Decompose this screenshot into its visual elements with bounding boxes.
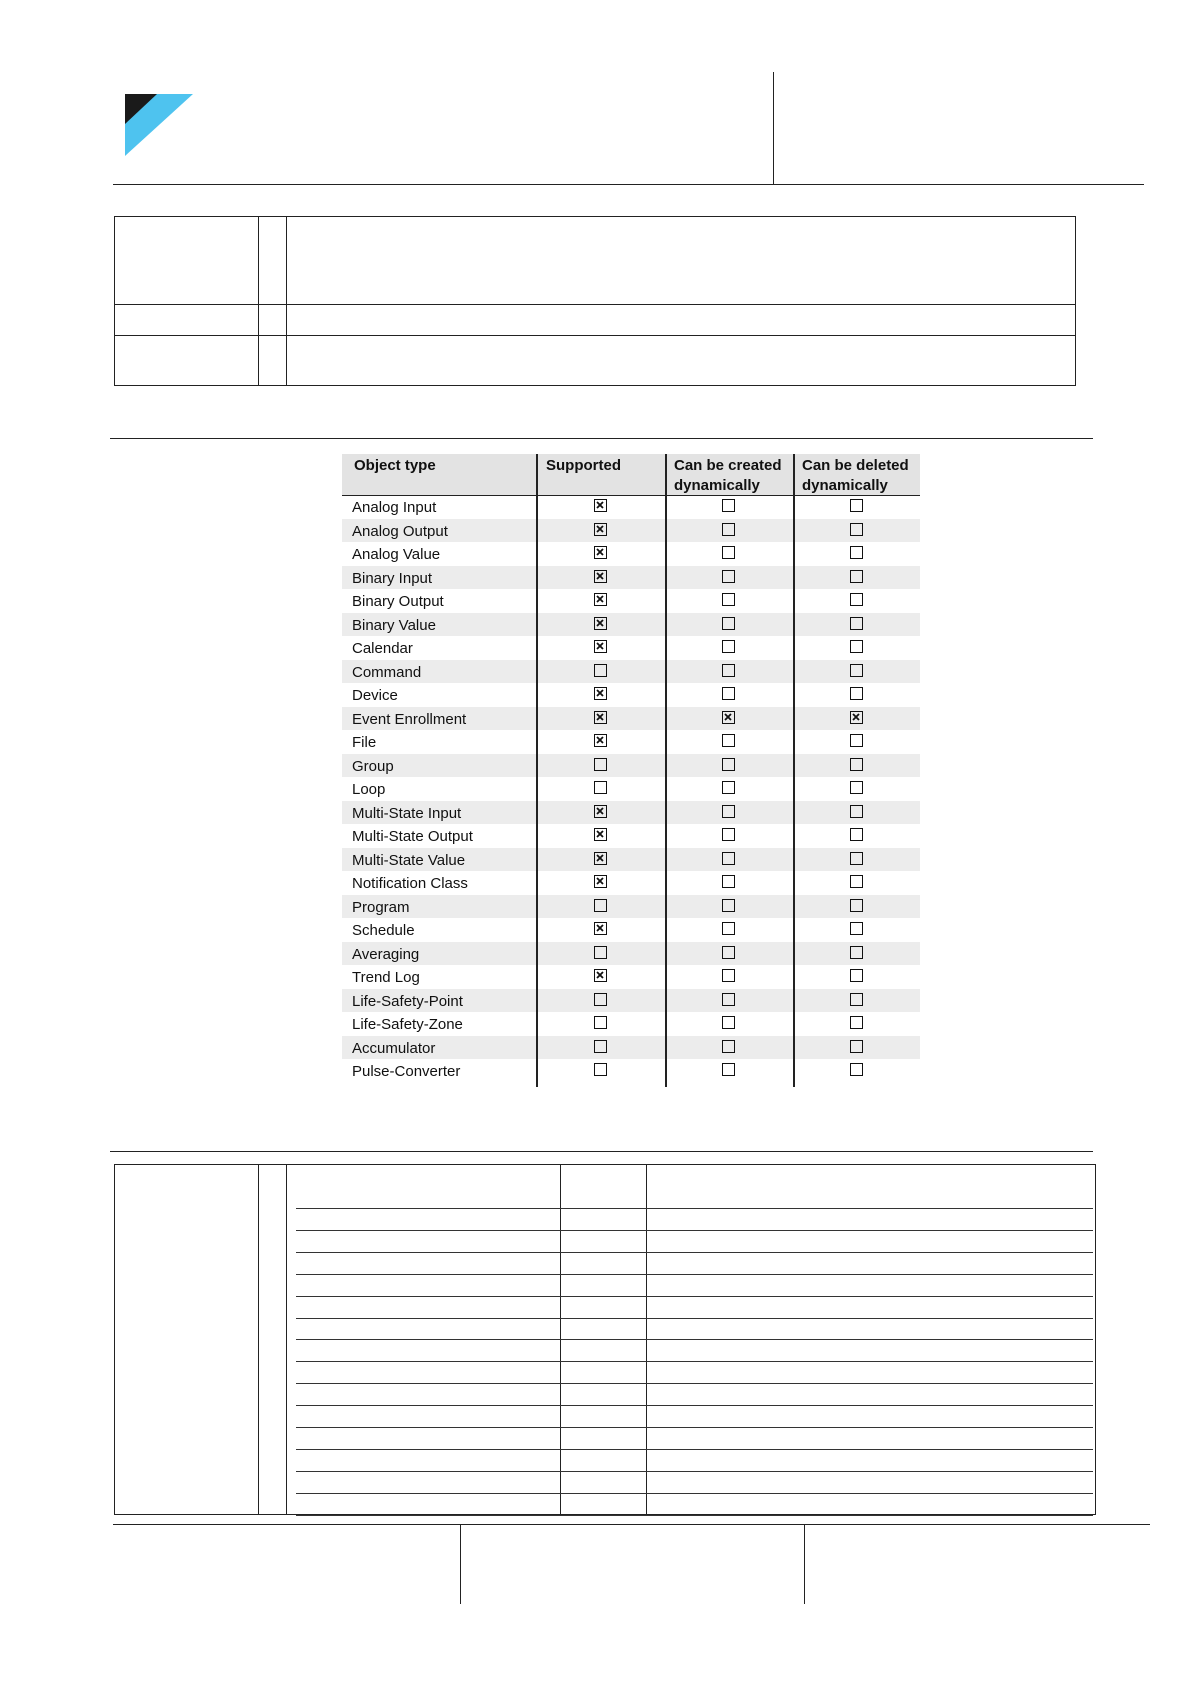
deleted-checkbox — [850, 546, 863, 559]
table-row — [342, 613, 920, 637]
deleted-checkbox — [850, 828, 863, 841]
supported-checkbox — [594, 828, 607, 841]
supported-checkbox — [594, 852, 607, 865]
object-type-name: Calendar — [352, 640, 413, 657]
object-type-name: Schedule — [352, 922, 415, 939]
object-type-name: Analog Input — [352, 499, 437, 516]
created-checkbox — [722, 993, 735, 1006]
supported-checkbox — [594, 593, 607, 606]
section-divider-2 — [110, 1151, 1093, 1152]
info-table-bottom-col1 — [258, 1164, 259, 1515]
created-checkbox — [722, 1040, 735, 1053]
header-can-be-deleted — [802, 456, 909, 496]
table-row — [342, 1059, 920, 1083]
deleted-checkbox — [850, 993, 863, 1006]
x-mark-icon — [595, 876, 605, 886]
column-separator-1 — [536, 454, 538, 1087]
object-type-name: Analog Value — [352, 546, 441, 563]
x-mark-icon — [595, 923, 605, 933]
deleted-checkbox — [850, 852, 863, 865]
table-body — [342, 495, 920, 1083]
header-divider-vertical — [773, 72, 774, 184]
table-row — [342, 636, 920, 660]
x-mark-icon — [595, 500, 605, 510]
header-divider-horizontal — [113, 184, 1144, 185]
column-separator-2 — [665, 454, 667, 1087]
table-row — [342, 989, 920, 1013]
inner-table-row-line — [296, 1361, 1093, 1362]
object-type-name: Device — [352, 687, 398, 704]
table-row — [342, 918, 920, 942]
inner-table-row-line — [296, 1318, 1093, 1319]
created-checkbox — [722, 570, 735, 583]
created-checkbox — [722, 852, 735, 865]
inner-table-row-line — [296, 1296, 1093, 1297]
supported-checkbox — [594, 758, 607, 771]
table-row — [342, 707, 920, 731]
supported-checkbox — [594, 546, 607, 559]
object-type-name: Notification Class — [352, 875, 468, 892]
x-mark-icon — [595, 594, 605, 604]
deleted-checkbox — [850, 734, 863, 747]
inner-table-row-line — [296, 1471, 1093, 1472]
deleted-checkbox — [850, 523, 863, 536]
deleted-checkbox — [850, 922, 863, 935]
brand-logo — [125, 94, 195, 156]
x-mark-icon — [595, 806, 605, 816]
object-type-name: Program — [352, 898, 410, 916]
object-type-name: Analog Output — [352, 522, 448, 540]
table-row — [342, 824, 920, 848]
created-checkbox — [722, 711, 735, 724]
deleted-checkbox — [850, 875, 863, 888]
object-type-name: Averaging — [352, 945, 420, 963]
deleted-checkbox — [850, 946, 863, 959]
x-mark-icon — [851, 712, 861, 722]
table-row — [342, 895, 920, 919]
table-row — [342, 566, 920, 590]
object-type-name: Command — [352, 663, 422, 681]
x-mark-icon — [595, 853, 605, 863]
deleted-checkbox — [850, 1063, 863, 1076]
column-separator-3 — [793, 454, 795, 1087]
table-row — [342, 801, 920, 825]
table-row — [342, 1012, 920, 1036]
inner-table-row-line — [296, 1493, 1093, 1494]
table-row — [342, 754, 920, 778]
header-created-line2: dynamically — [674, 477, 760, 494]
supported-checkbox — [594, 1016, 607, 1029]
deleted-checkbox — [850, 593, 863, 606]
object-type-name: Life-Safety-Point — [352, 992, 463, 1010]
deleted-checkbox — [850, 664, 863, 677]
created-checkbox — [722, 617, 735, 630]
inner-table-row-line — [296, 1339, 1093, 1340]
section-divider — [110, 438, 1093, 439]
created-checkbox — [722, 687, 735, 700]
supported-checkbox — [594, 711, 607, 724]
supported-checkbox — [594, 523, 607, 536]
created-checkbox — [722, 758, 735, 771]
header-deleted-line1: Can be deleted — [802, 457, 909, 474]
created-checkbox — [722, 593, 735, 606]
created-checkbox — [722, 875, 735, 888]
created-checkbox — [722, 664, 735, 677]
created-checkbox — [722, 922, 735, 935]
table-row — [342, 519, 920, 543]
created-checkbox — [722, 946, 735, 959]
object-type-name: Multi-State Input — [352, 804, 462, 822]
table-row — [342, 777, 920, 801]
created-checkbox — [722, 523, 735, 536]
supported-checkbox — [594, 922, 607, 935]
info-table-top-row2 — [114, 335, 1076, 336]
inner-table-row-line — [296, 1427, 1093, 1428]
table-row — [342, 1036, 920, 1060]
info-table-bottom-col2 — [286, 1164, 287, 1515]
table-row — [342, 542, 920, 566]
created-checkbox — [722, 969, 735, 982]
deleted-checkbox — [850, 805, 863, 818]
supported-checkbox — [594, 875, 607, 888]
object-type-name: Trend Log — [352, 969, 420, 986]
inner-table-row-line — [296, 1252, 1093, 1253]
created-checkbox — [722, 499, 735, 512]
object-type-name: Group — [352, 757, 394, 775]
deleted-checkbox — [850, 570, 863, 583]
x-mark-icon — [595, 735, 605, 745]
supported-checkbox — [594, 734, 607, 747]
table-header — [342, 454, 920, 495]
inner-table-row-line — [296, 1449, 1093, 1450]
info-table-top-col2 — [286, 216, 287, 386]
created-checkbox — [722, 899, 735, 912]
supported-checkbox — [594, 617, 607, 630]
table-row — [342, 660, 920, 684]
object-type-name: File — [352, 734, 377, 751]
object-type-name: Multi-State Output — [352, 828, 473, 845]
x-mark-icon — [595, 688, 605, 698]
table-row — [342, 495, 920, 519]
object-type-name: Pulse-Converter — [352, 1063, 461, 1080]
object-type-table — [342, 454, 920, 1083]
deleted-checkbox — [850, 711, 863, 724]
deleted-checkbox — [850, 1016, 863, 1029]
x-mark-icon — [595, 618, 605, 628]
deleted-checkbox — [850, 499, 863, 512]
object-type-name: Loop — [352, 781, 386, 798]
inner-table-row-line — [296, 1208, 1093, 1209]
created-checkbox — [722, 828, 735, 841]
created-checkbox — [722, 546, 735, 559]
inner-table-row-line — [296, 1405, 1093, 1406]
deleted-checkbox — [850, 687, 863, 700]
supported-checkbox — [594, 946, 607, 959]
supported-checkbox — [594, 993, 607, 1006]
header-deleted-line2: dynamically — [802, 477, 888, 494]
table-row — [342, 683, 920, 707]
x-mark-icon — [595, 712, 605, 722]
deleted-checkbox — [850, 1040, 863, 1053]
supported-checkbox — [594, 664, 607, 677]
object-type-name: Binary Output — [352, 593, 444, 610]
header-can-be-created — [674, 456, 782, 496]
footer-col1 — [460, 1524, 461, 1604]
created-checkbox — [722, 1016, 735, 1029]
supported-checkbox — [594, 687, 607, 700]
x-mark-icon — [595, 829, 605, 839]
supported-checkbox — [594, 499, 607, 512]
deleted-checkbox — [850, 969, 863, 982]
object-type-name: Multi-State Value — [352, 851, 466, 869]
supported-checkbox — [594, 805, 607, 818]
supported-checkbox — [594, 570, 607, 583]
object-type-name: Binary Input — [352, 569, 433, 587]
deleted-checkbox — [850, 899, 863, 912]
inner-table-row-line — [296, 1515, 1093, 1516]
deleted-checkbox — [850, 640, 863, 653]
supported-checkbox — [594, 969, 607, 982]
header-object-type: Object type — [354, 457, 436, 474]
info-table-top-col1 — [258, 216, 259, 386]
created-checkbox — [722, 805, 735, 818]
created-checkbox — [722, 781, 735, 794]
created-checkbox — [722, 640, 735, 653]
x-mark-icon — [723, 712, 733, 722]
object-type-name: Accumulator — [352, 1039, 436, 1057]
object-type-name: Binary Value — [352, 616, 436, 634]
object-type-name: Life-Safety-Zone — [352, 1016, 463, 1033]
deleted-checkbox — [850, 758, 863, 771]
supported-checkbox — [594, 1040, 607, 1053]
deleted-checkbox — [850, 781, 863, 794]
deleted-checkbox — [850, 617, 863, 630]
table-row — [342, 589, 920, 613]
header-supported: Supported — [546, 457, 621, 474]
x-mark-icon — [595, 641, 605, 651]
footer-divider — [113, 1524, 1150, 1525]
x-mark-icon — [595, 524, 605, 534]
created-checkbox — [722, 1063, 735, 1076]
info-table-top-row1 — [114, 304, 1076, 305]
x-mark-icon — [595, 547, 605, 557]
supported-checkbox — [594, 640, 607, 653]
table-row — [342, 730, 920, 754]
inner-table-row-line — [296, 1383, 1093, 1384]
inner-table-row-line — [296, 1230, 1093, 1231]
table-row — [342, 871, 920, 895]
header-created-line1: Can be created — [674, 457, 782, 474]
footer-col2 — [804, 1524, 805, 1604]
x-mark-icon — [595, 970, 605, 980]
supported-checkbox — [594, 899, 607, 912]
created-checkbox — [722, 734, 735, 747]
supported-checkbox — [594, 1063, 607, 1076]
inner-table-row-line — [296, 1274, 1093, 1275]
supported-checkbox — [594, 781, 607, 794]
x-mark-icon — [595, 571, 605, 581]
table-row — [342, 942, 920, 966]
table-row — [342, 848, 920, 872]
object-type-name: Event Enrollment — [352, 710, 467, 728]
table-row — [342, 965, 920, 989]
